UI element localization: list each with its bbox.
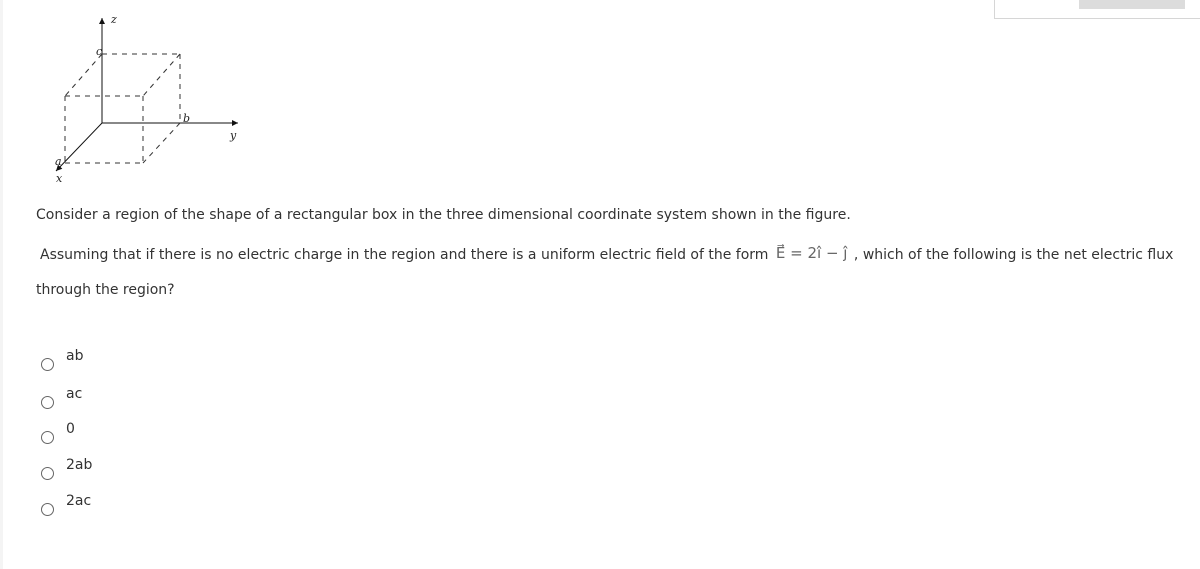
question-line-3: through the region? [36, 282, 175, 298]
option-radio-0[interactable] [41, 431, 54, 444]
box-dashed-edges [65, 54, 180, 163]
question-line-1: Consider a region of the shape of a rectangular box in the three dimensional coordinate system shown in the figure. [36, 207, 851, 223]
option-radio-2ab[interactable] [41, 467, 54, 480]
b-label: b [183, 112, 191, 125]
question-line-2-before: Assuming that if there is no electric charge in the region and there is a uniform electric field of the form [40, 247, 773, 263]
option-radio-ac[interactable] [41, 396, 54, 409]
box-figure [40, 6, 260, 190]
option-radio-2ac[interactable] [41, 503, 54, 516]
panel-left-border [0, 0, 3, 569]
coordinate-box-diagram [40, 6, 260, 190]
x-axis [56, 123, 102, 171]
top-action-button[interactable] [1079, 0, 1185, 9]
y-axis-label: y [230, 129, 237, 142]
option-label-ac: ac [66, 386, 83, 402]
question-line-2 [40, 244, 1174, 263]
option-label-2ac: 2ac [66, 493, 92, 509]
x-axis-label: x [56, 172, 63, 185]
option-label-0: 0 [66, 421, 75, 437]
z-axis-label: z [111, 13, 117, 26]
question-line-2-after: , which of the following is the net electric flux [849, 247, 1174, 263]
option-label-2ab: 2ab [66, 457, 93, 473]
electric-field-equation: E⃗ = 2î − ĵ [775, 244, 848, 262]
a-label: a [55, 155, 62, 168]
option-label-ab: ab [66, 348, 84, 364]
option-radio-ab[interactable] [41, 358, 54, 371]
c-label: c [96, 45, 103, 58]
